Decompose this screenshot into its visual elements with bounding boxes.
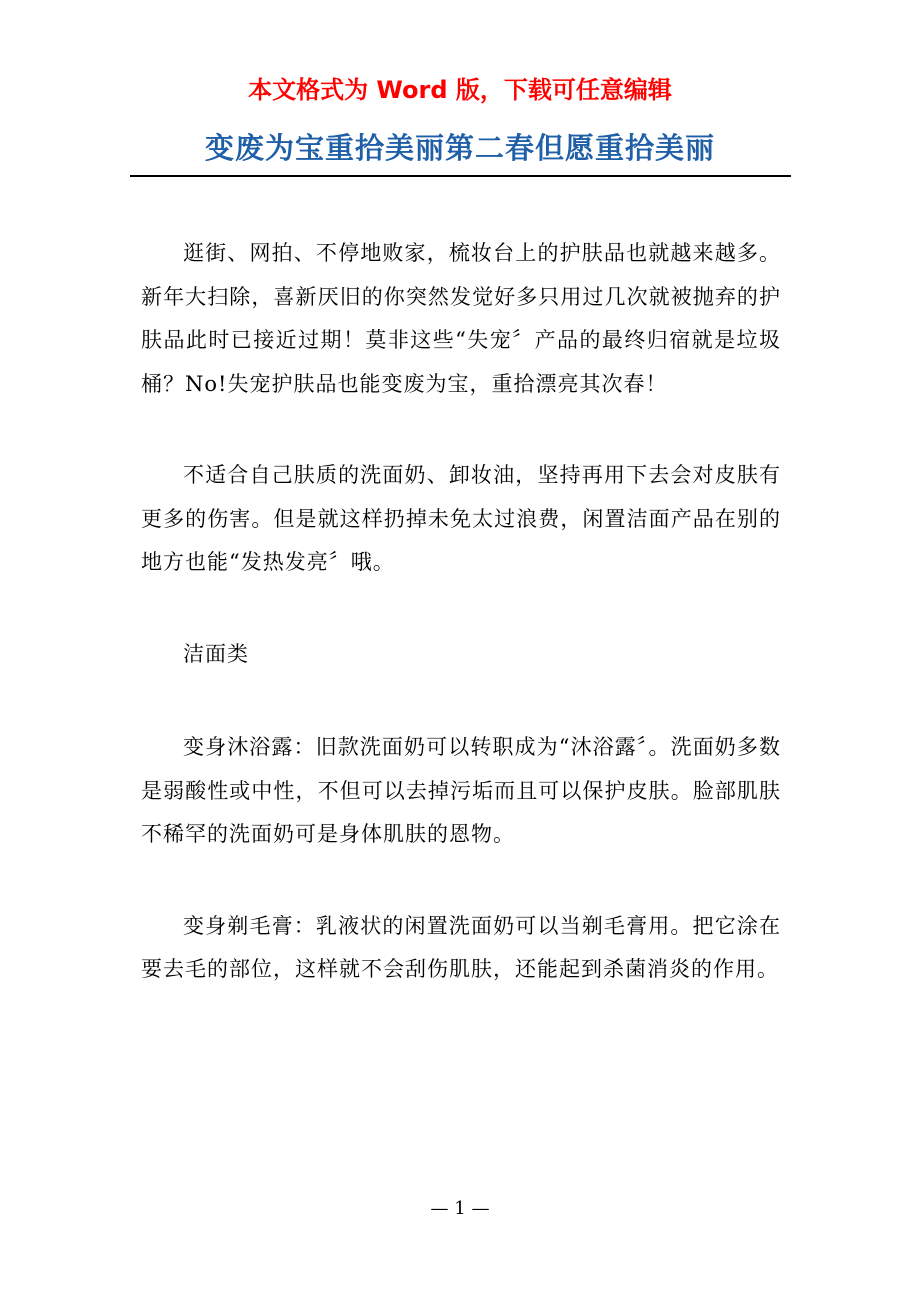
document-title: 变废为宝重拾美丽第二春但愿重拾美丽	[204, 131, 715, 165]
document-body	[141, 232, 781, 1040]
paragraph-cleansers: 不适合自己肤质的洗面奶、卸妆油，坚持再用下去会对皮肤有更多的伤害。但是就这样扔掉未免太过浪费，闲置洁面产品在别的地方也能“发热发亮〞哦。	[141, 463, 781, 574]
paragraph-body-wash: 变身沐浴露：旧款洗面奶可以转职成为“沐浴露〞。洗面奶多数是弱酸性或中性，不但可以去掉污垢而且可以保护皮肤。脸部肌肤不稀罕的洗面奶可是身体肌肤的恩物。	[141, 735, 781, 846]
paragraph-shaving-cream: 变身剃毛膏：乳液状的闲置洗面奶可以当剃毛膏用。把它涂在要去毛的部位，这样就不会刮伤肌肤，还能起到杀菌消炎的作用。	[141, 913, 781, 981]
section-heading-cleansing: 洁面类	[183, 641, 249, 666]
format-notice: 本文格式为 Word 版，下载可任意编辑	[248, 76, 672, 104]
page-number: — 1 —	[430, 1198, 490, 1219]
title-divider	[130, 175, 791, 177]
paragraph-intro: 逛街、网拍、不停地败家，梳妆台上的护肤品也就越来越多。新年大扫除，喜新厌旧的你突然发觉好多只用过几次就被抛弃的护肤品此时已接近过期！莫非这些“失宠〞产品的最终归宿就是垃圾桶？No!失宠护肤品也能变废为宝，重拾漂亮其次春！	[141, 241, 781, 396]
